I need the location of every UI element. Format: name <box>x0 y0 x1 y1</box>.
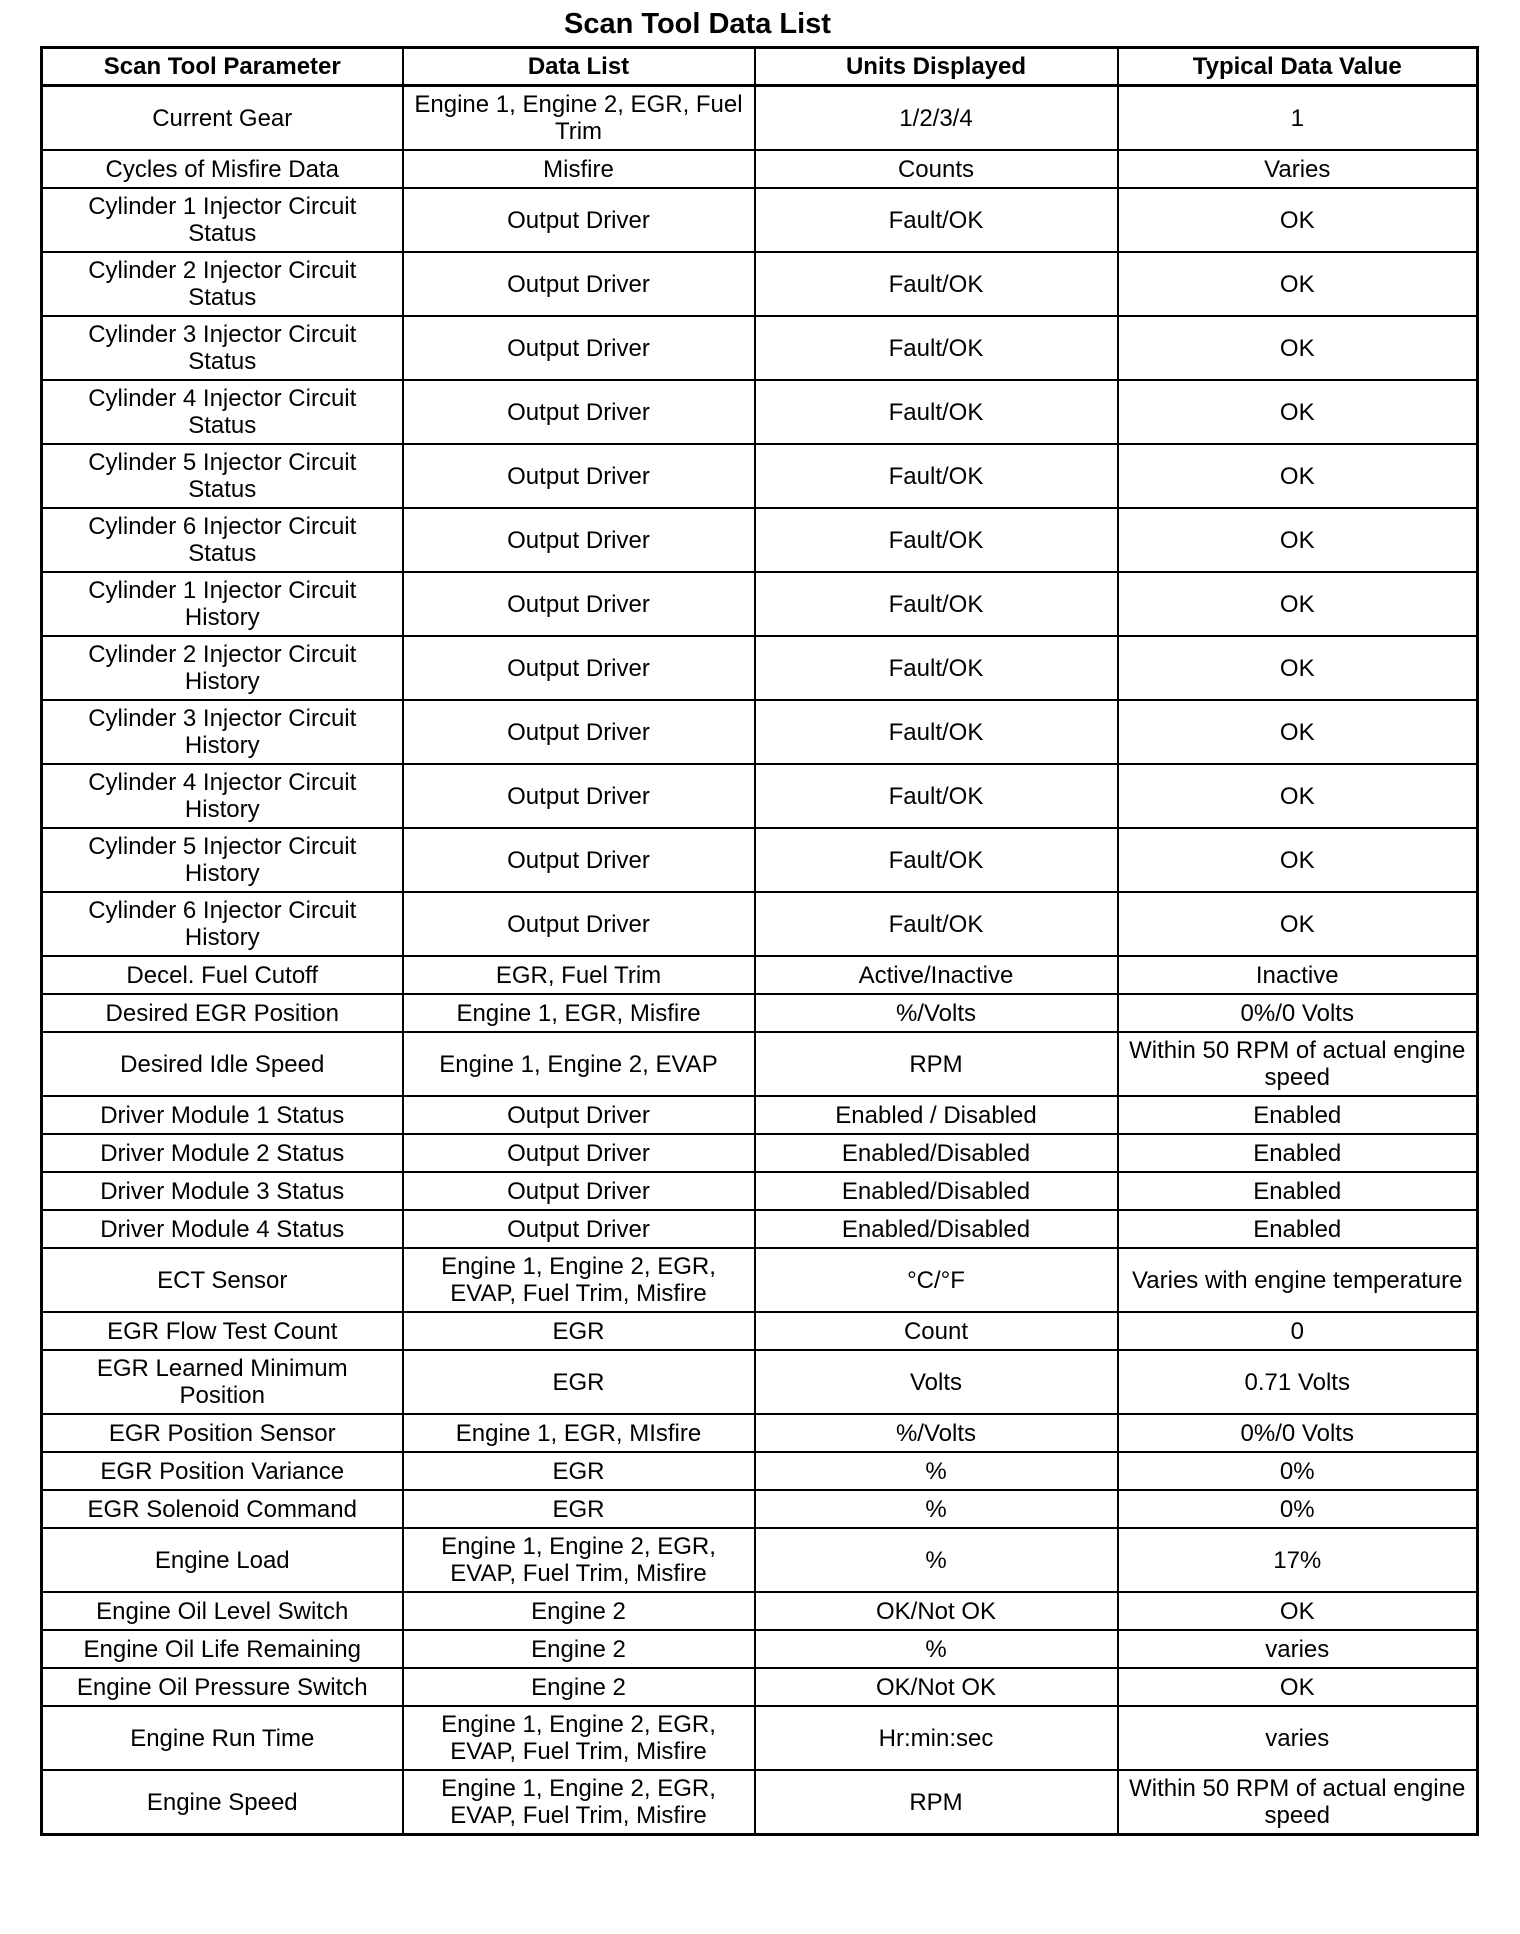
cell-data-list: Engine 1, Engine 2, EGR, EVAP, Fuel Trim, Misfire <box>403 1528 755 1592</box>
cell-parameter: Cylinder 2 Injector Circuit Status <box>42 252 403 316</box>
cell-units: °C/°F <box>755 1248 1118 1312</box>
cell-data-list: Output Driver <box>403 700 755 764</box>
cell-units: Fault/OK <box>755 572 1118 636</box>
cell-parameter: Cylinder 3 Injector Circuit Status <box>42 316 403 380</box>
cell-parameter: Cylinder 4 Injector Circuit History <box>42 764 403 828</box>
cell-data-list: Output Driver <box>403 316 755 380</box>
cell-parameter: Cylinder 4 Injector Circuit Status <box>42 380 403 444</box>
table-row <box>42 1312 1478 1350</box>
cell-typical-value: 0% <box>1118 1452 1478 1490</box>
table-row <box>42 1490 1478 1528</box>
table-row <box>42 1706 1478 1770</box>
cell-parameter: Cylinder 1 Injector Circuit History <box>42 572 403 636</box>
cell-parameter: EGR Learned Minimum Position <box>42 1350 403 1414</box>
cell-typical-value: OK <box>1118 1668 1478 1706</box>
cell-data-list: Engine 1, Engine 2, EVAP <box>403 1032 755 1096</box>
cell-parameter: Cylinder 5 Injector Circuit Status <box>42 444 403 508</box>
table-row <box>42 1096 1478 1134</box>
cell-parameter: EGR Solenoid Command <box>42 1490 403 1528</box>
header-scan-tool-parameter: Scan Tool Parameter <box>42 48 403 86</box>
cell-typical-value: Varies <box>1118 150 1478 188</box>
cell-parameter: Cylinder 3 Injector Circuit History <box>42 700 403 764</box>
table-row <box>42 188 1478 252</box>
cell-parameter: Driver Module 2 Status <box>42 1134 403 1172</box>
cell-typical-value: 0%/0 Volts <box>1118 1414 1478 1452</box>
table-row <box>42 1452 1478 1490</box>
cell-typical-value: Within 50 RPM of actual engine speed <box>1118 1770 1478 1835</box>
cell-units: OK/Not OK <box>755 1592 1118 1630</box>
table-row <box>42 572 1478 636</box>
table-row <box>42 1134 1478 1172</box>
cell-typical-value: Enabled <box>1118 1134 1478 1172</box>
table-row <box>42 828 1478 892</box>
cell-data-list: Engine 2 <box>403 1592 755 1630</box>
cell-data-list: Output Driver <box>403 764 755 828</box>
cell-typical-value: 17% <box>1118 1528 1478 1592</box>
cell-typical-value: OK <box>1118 828 1478 892</box>
cell-units: Fault/OK <box>755 828 1118 892</box>
data-table <box>40 46 1479 1836</box>
header-typical-data-value: Typical Data Value <box>1118 48 1478 86</box>
cell-typical-value: OK <box>1118 892 1478 956</box>
cell-data-list: Output Driver <box>403 828 755 892</box>
cell-units: % <box>755 1490 1118 1528</box>
cell-units: Fault/OK <box>755 636 1118 700</box>
cell-data-list: Engine 1, EGR, MIsfire <box>403 1414 755 1452</box>
cell-parameter: Engine Oil Level Switch <box>42 1592 403 1630</box>
cell-data-list: Output Driver <box>403 380 755 444</box>
cell-units: Active/Inactive <box>755 956 1118 994</box>
table-row <box>42 316 1478 380</box>
table-body <box>42 86 1478 1835</box>
cell-units: %/Volts <box>755 994 1118 1032</box>
cell-units: Counts <box>755 150 1118 188</box>
cell-typical-value: varies <box>1118 1706 1478 1770</box>
table-row <box>42 700 1478 764</box>
cell-units: Enabled/Disabled <box>755 1172 1118 1210</box>
cell-data-list: Output Driver <box>403 444 755 508</box>
page-title: Scan Tool Data List <box>564 8 831 40</box>
cell-parameter: Cylinder 6 Injector Circuit Status <box>42 508 403 572</box>
cell-data-list: Output Driver <box>403 188 755 252</box>
table-row <box>42 1350 1478 1414</box>
cell-parameter: Engine Load <box>42 1528 403 1592</box>
cell-typical-value: Enabled <box>1118 1172 1478 1210</box>
cell-parameter: Cycles of Misfire Data <box>42 150 403 188</box>
cell-units: Fault/OK <box>755 892 1118 956</box>
cell-units: Fault/OK <box>755 252 1118 316</box>
cell-typical-value: OK <box>1118 572 1478 636</box>
table-row <box>42 380 1478 444</box>
cell-data-list: Output Driver <box>403 1210 755 1248</box>
cell-typical-value: 1 <box>1118 86 1478 151</box>
table-row <box>42 1630 1478 1668</box>
table-row <box>42 1248 1478 1312</box>
header-units-displayed: Units Displayed <box>755 48 1118 86</box>
cell-units: RPM <box>755 1032 1118 1096</box>
cell-data-list: Output Driver <box>403 252 755 316</box>
table-row <box>42 1414 1478 1452</box>
cell-parameter: Engine Run Time <box>42 1706 403 1770</box>
cell-typical-value: OK <box>1118 1592 1478 1630</box>
cell-parameter: ECT Sensor <box>42 1248 403 1312</box>
cell-typical-value: OK <box>1118 444 1478 508</box>
cell-data-list: Engine 2 <box>403 1630 755 1668</box>
cell-typical-value: 0%/0 Volts <box>1118 994 1478 1032</box>
cell-parameter: Desired EGR Position <box>42 994 403 1032</box>
cell-units: Enabled/Disabled <box>755 1134 1118 1172</box>
cell-parameter: Cylinder 2 Injector Circuit History <box>42 636 403 700</box>
cell-data-list: Engine 1, Engine 2, EGR, EVAP, Fuel Trim, Misfire <box>403 1706 755 1770</box>
table-row <box>42 956 1478 994</box>
cell-units: Fault/OK <box>755 508 1118 572</box>
cell-units: Enabled / Disabled <box>755 1096 1118 1134</box>
table-row <box>42 636 1478 700</box>
cell-parameter: Desired Idle Speed <box>42 1032 403 1096</box>
cell-units: Hr:min:sec <box>755 1706 1118 1770</box>
cell-units: OK/Not OK <box>755 1668 1118 1706</box>
cell-units: % <box>755 1630 1118 1668</box>
cell-data-list: Output Driver <box>403 892 755 956</box>
cell-data-list: Output Driver <box>403 572 755 636</box>
cell-typical-value: Inactive <box>1118 956 1478 994</box>
cell-data-list: Engine 2 <box>403 1668 755 1706</box>
cell-typical-value: OK <box>1118 764 1478 828</box>
table-row <box>42 994 1478 1032</box>
table-row <box>42 1528 1478 1592</box>
cell-units: Fault/OK <box>755 444 1118 508</box>
cell-parameter: Engine Oil Pressure Switch <box>42 1668 403 1706</box>
cell-data-list: EGR <box>403 1490 755 1528</box>
table-row <box>42 1032 1478 1096</box>
cell-typical-value: OK <box>1118 380 1478 444</box>
table-row <box>42 1592 1478 1630</box>
table-header <box>42 48 1478 86</box>
cell-data-list: Output Driver <box>403 1096 755 1134</box>
table-row <box>42 86 1478 151</box>
table-row <box>42 1210 1478 1248</box>
cell-typical-value: 0% <box>1118 1490 1478 1528</box>
cell-data-list: EGR <box>403 1452 755 1490</box>
cell-data-list: Output Driver <box>403 1134 755 1172</box>
cell-units: Fault/OK <box>755 188 1118 252</box>
header-row <box>42 48 1478 86</box>
cell-units: Enabled/Disabled <box>755 1210 1118 1248</box>
cell-parameter: Current Gear <box>42 86 403 151</box>
cell-typical-value: OK <box>1118 316 1478 380</box>
cell-parameter: EGR Position Sensor <box>42 1414 403 1452</box>
cell-typical-value: OK <box>1118 636 1478 700</box>
cell-units: % <box>755 1452 1118 1490</box>
cell-units: 1/2/3/4 <box>755 86 1118 151</box>
cell-units: Fault/OK <box>755 764 1118 828</box>
cell-data-list: Engine 1, Engine 2, EGR, EVAP, Fuel Trim, Misfire <box>403 1248 755 1312</box>
cell-units: Volts <box>755 1350 1118 1414</box>
cell-typical-value: Within 50 RPM of actual engine speed <box>1118 1032 1478 1096</box>
cell-data-list: Output Driver <box>403 508 755 572</box>
cell-units: % <box>755 1528 1118 1592</box>
cell-typical-value: 0 <box>1118 1312 1478 1350</box>
table-row <box>42 1668 1478 1706</box>
cell-typical-value: varies <box>1118 1630 1478 1668</box>
table-row <box>42 252 1478 316</box>
cell-parameter: Cylinder 6 Injector Circuit History <box>42 892 403 956</box>
table-row <box>42 150 1478 188</box>
cell-parameter: Engine Oil Life Remaining <box>42 1630 403 1668</box>
cell-units: Fault/OK <box>755 700 1118 764</box>
cell-units: Count <box>755 1312 1118 1350</box>
cell-parameter: EGR Position Variance <box>42 1452 403 1490</box>
table-row <box>42 892 1478 956</box>
cell-parameter: Decel. Fuel Cutoff <box>42 956 403 994</box>
cell-typical-value: OK <box>1118 252 1478 316</box>
cell-data-list: Output Driver <box>403 1172 755 1210</box>
cell-units: %/Volts <box>755 1414 1118 1452</box>
cell-typical-value: Enabled <box>1118 1096 1478 1134</box>
cell-data-list: Output Driver <box>403 636 755 700</box>
cell-data-list: EGR, Fuel Trim <box>403 956 755 994</box>
table-row <box>42 764 1478 828</box>
cell-units: Fault/OK <box>755 316 1118 380</box>
cell-parameter: Cylinder 5 Injector Circuit History <box>42 828 403 892</box>
cell-data-list: Engine 1, Engine 2, EGR, Fuel Trim <box>403 86 755 151</box>
cell-typical-value: Enabled <box>1118 1210 1478 1248</box>
cell-units: Fault/OK <box>755 380 1118 444</box>
header-data-list: Data List <box>403 48 755 86</box>
table-row <box>42 1172 1478 1210</box>
cell-parameter: Driver Module 1 Status <box>42 1096 403 1134</box>
table-row <box>42 444 1478 508</box>
cell-typical-value: OK <box>1118 188 1478 252</box>
cell-data-list: Misfire <box>403 150 755 188</box>
cell-typical-value: 0.71 Volts <box>1118 1350 1478 1414</box>
cell-data-list: Engine 1, EGR, Misfire <box>403 994 755 1032</box>
cell-typical-value: OK <box>1118 508 1478 572</box>
cell-parameter: Engine Speed <box>42 1770 403 1835</box>
cell-units: RPM <box>755 1770 1118 1835</box>
cell-parameter: Cylinder 1 Injector Circuit Status <box>42 188 403 252</box>
table-row <box>42 1770 1478 1835</box>
table-row <box>42 508 1478 572</box>
cell-data-list: EGR <box>403 1312 755 1350</box>
cell-parameter: EGR Flow Test Count <box>42 1312 403 1350</box>
cell-data-list: Engine 1, Engine 2, EGR, EVAP, Fuel Trim, Misfire <box>403 1770 755 1835</box>
cell-typical-value: Varies with engine temperature <box>1118 1248 1478 1312</box>
cell-parameter: Driver Module 3 Status <box>42 1172 403 1210</box>
cell-data-list: EGR <box>403 1350 755 1414</box>
cell-parameter: Driver Module 4 Status <box>42 1210 403 1248</box>
cell-typical-value: OK <box>1118 700 1478 764</box>
